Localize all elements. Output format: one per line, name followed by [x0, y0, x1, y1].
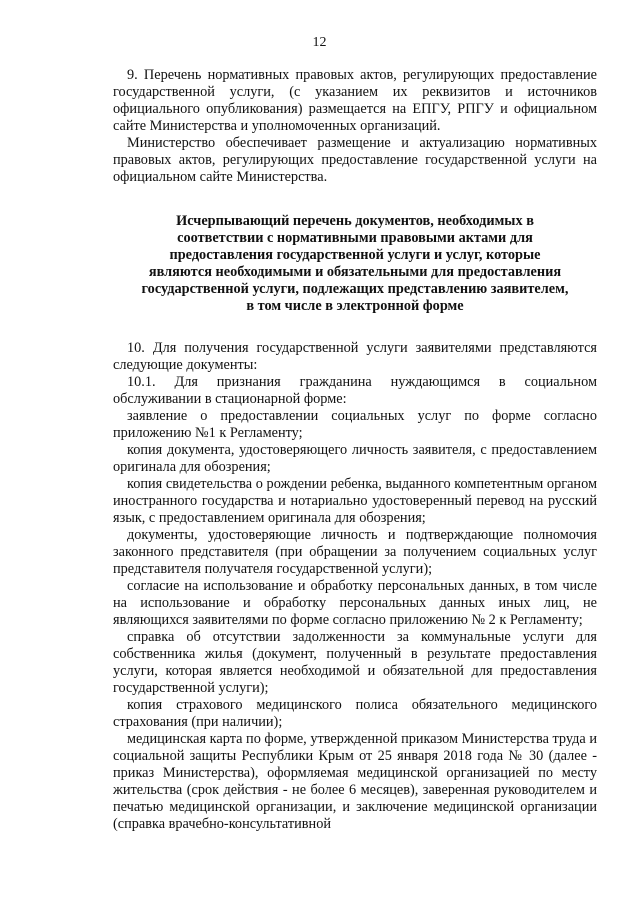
list-item-personal-data-consent: согласие на использование и обработку персональных данных, в том числе на использование и обработку персональных данных иных лиц, не являющихся заявителями по форме согласно приложению № 2 к Регламенту; [113, 578, 597, 628]
page-number: 12 [312, 35, 327, 50]
list-item-medical-insurance: копия страхового медицинского полиса обязательного медицинского страхования (при наличии); [113, 697, 597, 730]
section-heading: Исчерпывающий перечень документов, необходимых в соответствии с нормативными правовыми актами для предоставления государственной услуги и услуг, которые являются необходимыми и обязательными для предоставления государственной услуги, подлежащих представлению заявителем, в том числе в электронной форме [141, 213, 569, 314]
list-item-identity-copy: копия документа, удостоверяющего личность заявителя, с предоставлением оригинала для обозрения; [113, 442, 597, 475]
paragraph-10: 10. Для получения государственной услуги заявителями представляются следующие документы: [113, 340, 597, 373]
paragraph-9: 9. Перечень нормативных правовых актов, регулирующих предоставление государственной услуги, (с указанием их реквизитов и источников официального опубликования) размещается на ЕПГУ, РПГУ и официальном сайте Министерства и уполномоченных организаций. [113, 67, 597, 134]
list-item-representative-documents: документы, удостоверяющие личность и подтверждающие полномочия законного представителя (при обращении за получением социальных услуг представителя получателя государственной услуги); [113, 527, 597, 577]
document-body [113, 67, 597, 833]
list-item-medical-card: медицинская карта по форме, утвержденной приказом Министерства труда и социальной защиты Республики Крым от 25 января 2018 года № 30 (далее - приказ Министерства), оформляемая медицинской организацией по месту жительства (срок действия - не более 6 месяцев), заверенная руководителем и печатью медицинской организации, и заключение медицинской организации (справка врачебно-консультативной [113, 731, 597, 832]
paragraph-10-1: 10.1. Для признания гражданина нуждающимся в социальном обслуживании в стационарной форме: [113, 374, 597, 407]
list-item-utility-debt-certificate: справка об отсутствии задолженности за коммунальные услуги для собственника жилья (документ, полученный в результате предоставления услуги, которая является необходимой и обязательной для предоставления государственной услуги); [113, 629, 597, 696]
list-item-birth-certificate: копия свидетельства о рождении ребенка, выданного компетентным органом иностранного государства и нотариально удостоверенный перевод на русский язык, с предоставлением оригинала для обозрения; [113, 476, 597, 526]
list-item-application: заявление о предоставлении социальных услуг по форме согласно приложению №1 к Регламенту; [113, 408, 597, 441]
paragraph-ministry-publication: Министерство обеспечивает размещение и актуализацию нормативных правовых актов, регулирующих предоставление государственной услуги на официальном сайте Министерства. [113, 135, 597, 185]
